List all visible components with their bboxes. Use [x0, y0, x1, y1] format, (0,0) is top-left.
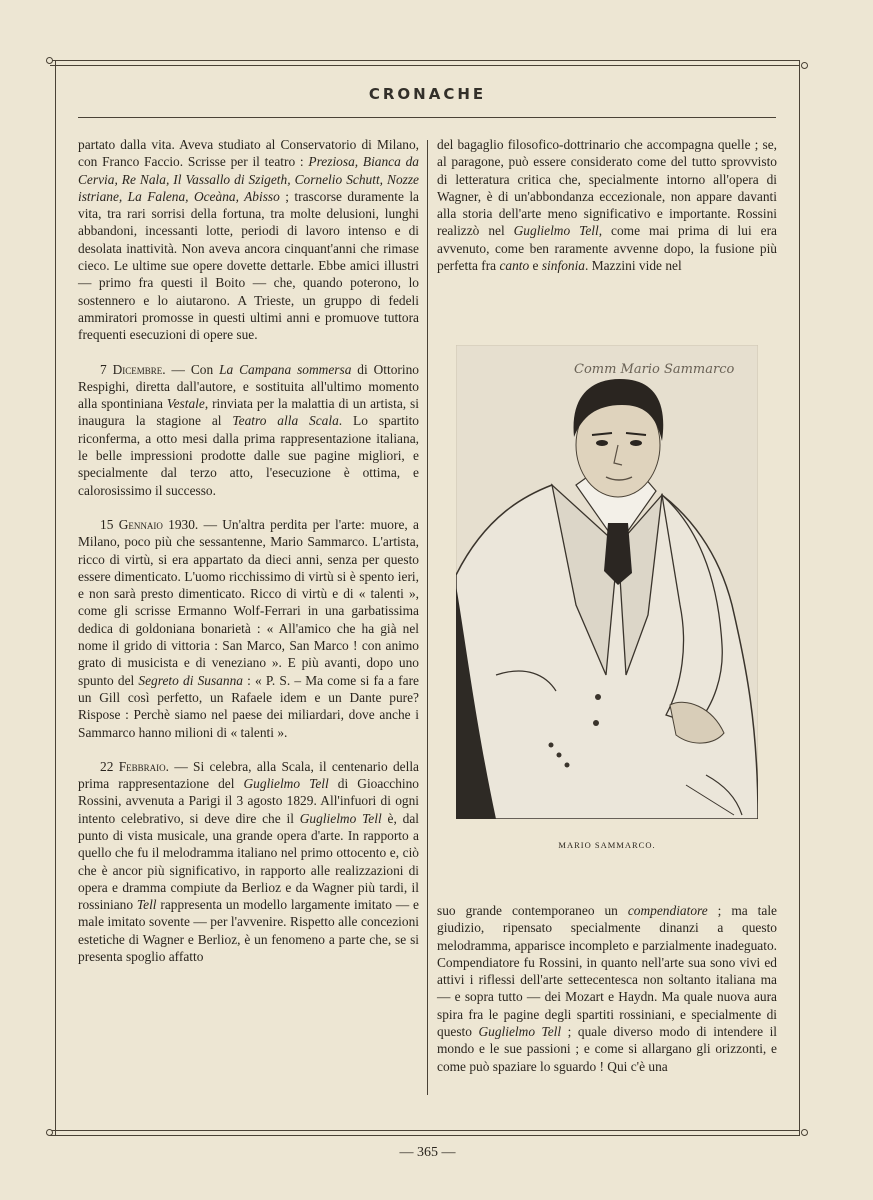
text-run: . — Si celebra, alla Scala, il centenario della prima rappresentazione del [78, 758, 419, 792]
text-run: . Mazzini vide nel [585, 258, 682, 274]
column-divider [427, 140, 428, 1095]
frame-corner-ornament [46, 57, 53, 64]
frame-corner-ornament [801, 62, 808, 69]
photo-signature: Comm Mario Sammarco [574, 362, 735, 377]
right-column-bottom [437, 902, 777, 1075]
page-number: — 365 — [399, 1145, 456, 1160]
italic-run: Segreto di Susanna [138, 672, 243, 688]
text-run: Dicembre [112, 361, 163, 377]
paragraph [78, 136, 419, 344]
text-run: rappresenta un modello largamente imitato — e male imitato sovente — per l'avvenire. Rispetto alle concezioni estetiche di Wagner e Berlioz, è un fenomeno a parte che, se si presenta spoglio affatto [78, 897, 419, 965]
frame-corner-ornament [46, 1129, 53, 1136]
page-header: CRONACHE [368, 85, 487, 103]
text-run: Febbraio [118, 758, 166, 774]
text-run: 15 [100, 516, 119, 532]
photo-caption: MARIO SAMMARCO. [558, 840, 656, 850]
left-column [78, 136, 419, 965]
italic-run: Guglielmo Tell [243, 776, 329, 792]
italic-run: Tell [136, 897, 157, 913]
text-run: , rinviata per la malattia di un artista, si inaugura la stagione al [78, 396, 419, 429]
portrait-illustration [456, 345, 758, 819]
right-column-top [437, 136, 777, 274]
frame-bottom-rule [50, 1130, 800, 1136]
italic-run: Guglielmo Tell [513, 223, 599, 239]
frame-corner-ornament [801, 1129, 808, 1136]
text-run: suo grande contemporaneo un [437, 903, 628, 918]
text-run: Gennaio [118, 516, 163, 532]
text-run: partato dalla vita. Aveva studiato al Conservatorio di Milano, con Franco Faccio. Scrisse per il teatro : [78, 137, 419, 170]
text-run: , come mai prima di lui era avvenuto, come ben raramente avvenne dopo, la fusione più perfetta fra [437, 223, 777, 274]
text-run: e [529, 258, 542, 274]
frame-top-rule [50, 60, 800, 66]
text-run: ; ma tale giudizio, ripensato specialmente dinanzi a questo melodramma, apparisce incompleto e parzialmente inadeguato. Compendiatore fu Rossini, in quanto nell'arte sua sono vivi ed attivi i riflessi dell'arte settecentesca non soltanto italiana ma — e sopra tutto — dei Mozart e Haydn. Ma quale nuova aura spira fra le pagine degli spartiti rossiniani, e specialmente di questo [437, 903, 778, 1040]
frame-right-rule [799, 60, 800, 1136]
text-run: 1930. — Un'altra perdita per l'arte: muore, a Milano, poco più che sessantenne, Mario Sammarco. L'artista, ricco di virtù, si era appartato da dieci anni, senza per questo essere dimenticato. L'uomo ricchissimo di virtù si è spento ieri, e non sarà presto dimenticato. Ricco di virtù e di « talenti », come gli scrisse Ermanno Wolf-Ferrari in una garbatissima dedica di goldoniana bonarietà : « All'amico che ha già nel nome il grido di vittoria : San Marco, San Marco ! con animo grato di musicista e di veneziano ». E più avanti, dopo uno spunto del [78, 516, 419, 688]
text-run: . — Con [162, 361, 220, 377]
italic-run: Vestale [166, 396, 205, 412]
paragraph [78, 758, 419, 966]
italic-run: compendiatore [627, 903, 708, 918]
paragraph [78, 516, 419, 741]
text-run: di Gioacchino Rossini, avvenuta a Parigi il 3 agosto 1829. All'infuori di ogni intento celebrativo, si deve dire che il [78, 776, 419, 826]
frame-left-rule [55, 60, 56, 1136]
text-run: di Ottorino Respighi, diretta dall'autore, e sostituita all'ultimo momento alla spontiniana [78, 361, 419, 412]
text-run: ; quale diverso modo di intendere il mondo e le sue passioni ; e come si allargano gli orizzonti, e come può spaziare lo sguardo ! Qui c'è una [437, 1024, 778, 1074]
paragraph [78, 361, 419, 499]
italic-run: Guglielmo Tell [299, 810, 382, 826]
text-run: . Lo spartito riconferma, a otto mesi dalla prima rappresentazione italiana, le belle impressioni prodotte dalle sue pagine migliori, e specialmente dal terzo atto, l'esecuzione è ottima, e calorosissimo il successo. [78, 413, 419, 498]
header-rule [78, 117, 776, 118]
paragraph [437, 136, 777, 274]
text-run: 7 [100, 361, 113, 377]
text-run: ; trascorse duramente la vita, tra rari sorrisi della fortuna, tra molte delusioni, lunghi abbandoni, incessanti lotte, periodi di lavoro intenso e di desolata inattività. Non aveva ancora cinquant'anni che rimase cieco. Le ultime sue opere dovette dettarle. Ebbe amici illustri — primo fra questi il Boito — che, quando poterono, lo sostennero e lo aiutarono. A Trieste, un gruppo di fedeli ammiratori promosse in questi ultimi anni e promuove tuttora frequenti esecuzioni di opere sue. [78, 188, 419, 343]
italic-run: Guglielmo Tell [478, 1024, 562, 1040]
text-run: 22 [100, 758, 119, 774]
text-run: del bagaglio filosofico-dottrinario che accompagna quelle ; se, al paragone, può essere considerato come del tutto sprovvisto di letteratura critica che, specialmente intorno all'opera di Wagner, è di un'abbondanza eccezionale, non appare davanti alla storia dell'arte meno significativo e importante. Rossini realizzò nel [437, 137, 777, 239]
italic-run: Preziosa, Bianca da Cervia, Re Nala, Il Vassallo di Szigeth, Cornelio Schutt, Nozze istriane, La Falena, Oceàna, Abisso [78, 154, 419, 204]
portrait-photo [456, 345, 758, 819]
italic-run: La Campana sommersa [219, 361, 352, 377]
italic-run: Teatro alla Scala [232, 413, 339, 429]
italic-run: canto [499, 258, 530, 274]
text-run: è, dal punto di vista musicale, una grande opera d'arte. In rapporto a quello che fu il melodramma italiano nel primo ottocento e, ciò che è ancor più significativo, in rapporto alle realizzazioni di opera e dramma compiute da Berlioz e da Wagner più tardi, il rossiniano [78, 810, 419, 913]
text-run: : « P. S. – Ma come si fa a fare un Gill così perfetto, un Rafaele idem e un Dante pure? Rispose : Perchè siamo nel paese dei miliardari, dove anche i Sammarco hanno milioni di « talenti ». [78, 672, 419, 740]
italic-run: sinfonia [541, 258, 585, 274]
paragraph [437, 902, 777, 1075]
